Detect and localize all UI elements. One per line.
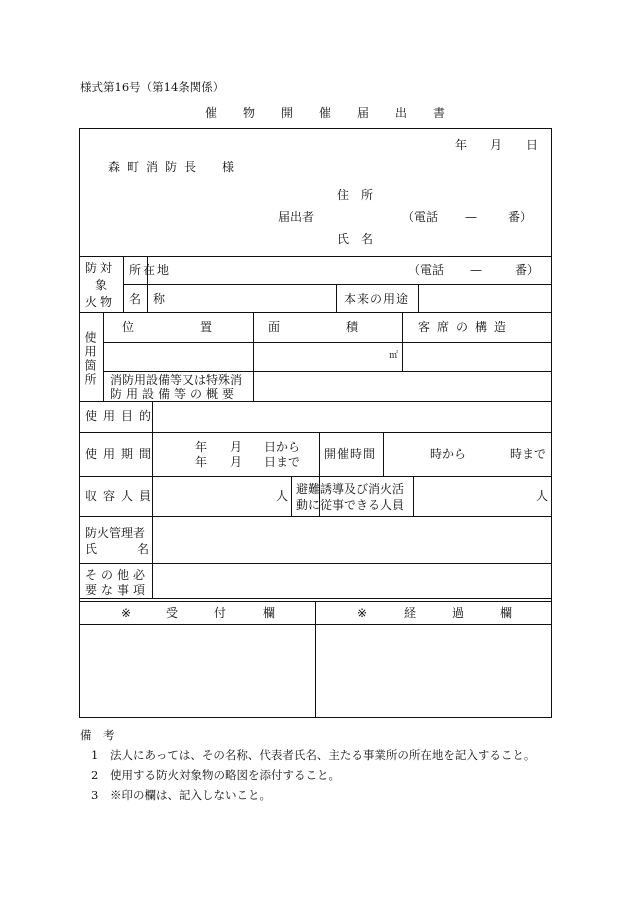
phone-dash: — [465, 210, 477, 224]
form-number-label: 様式第16号（第14条関係） [80, 80, 225, 94]
capacity-unit: 人 [276, 489, 289, 503]
note-text: 法人にあっては、その名称、代表者氏名、主たる事業所の所在地を記入すること。 [110, 748, 536, 762]
location-phone-close: 番） [515, 263, 540, 277]
other-label-2: 要な事項 [85, 583, 150, 597]
notes-heading: 備 考 [80, 728, 115, 742]
staff-label-1: 避難誘導及び消火活 [296, 482, 405, 496]
period-start-month: 月 [230, 440, 243, 454]
progress-char-2: 過 [452, 606, 465, 620]
area-label: 面 積 [268, 320, 373, 334]
area-unit: ㎡ [389, 351, 399, 361]
addressee: 森町消防長 様 [108, 160, 242, 174]
note-text: ※印の欄は、記入しないこと。 [110, 788, 271, 802]
location-label: 所在地 [129, 263, 172, 277]
position-label: 位 置 [122, 320, 227, 334]
fire-manager-label: 防火管理者 [85, 526, 146, 540]
fire-manager-name-label-b: 名 [137, 542, 150, 556]
staff-label-2: 動に従事できる人員 [296, 498, 405, 512]
location-phone-open: （電話 [408, 263, 445, 277]
address-label: 住 所 [337, 188, 374, 202]
reception-mark: ※ [121, 606, 132, 620]
phone-open: （電話 [402, 210, 439, 224]
reception-char-1: 受 [166, 606, 179, 620]
capacity-label: 収容人員 [85, 489, 158, 503]
note-number: 3 [91, 788, 99, 802]
progress-char-3: 欄 [500, 606, 513, 620]
progress-mark: ※ [357, 606, 368, 620]
reception-char-3: 欄 [263, 606, 276, 620]
document-title: 催物開催届出書 [205, 106, 472, 120]
note-text: 使用する防火対象物の略図を添付すること。 [110, 768, 340, 782]
phone-close: 番） [508, 210, 533, 224]
original-purpose-label: 本来の用途 [344, 292, 410, 306]
other-label-1: その他必 [85, 568, 150, 582]
date-year-label: 年 [455, 138, 468, 152]
target-name-label: 名 称 [129, 292, 166, 306]
applicant-label: 届出者 [278, 210, 315, 224]
reception-char-2: 付 [214, 606, 227, 620]
note-number: 1 [91, 748, 99, 762]
period-start-day: 日から [264, 440, 301, 454]
period-end-day: 日まで [264, 455, 301, 469]
seating-structure-label: 客席の構造 [418, 320, 514, 334]
staff-unit: 人 [536, 489, 549, 503]
name-label: 氏 名 [337, 232, 374, 246]
progress-char-1: 経 [404, 606, 417, 620]
period-end-month: 月 [230, 455, 243, 469]
hours-label: 開催時間 [324, 447, 377, 461]
fire-manager-name-label-a: 氏 [85, 542, 98, 556]
purpose-of-use-label: 使用目的 [85, 409, 158, 423]
hours-to: 時まで [510, 447, 547, 461]
target-group-label-3: 火物 [85, 295, 116, 309]
location-phone-dash: — [470, 263, 482, 277]
date-month-label: 月 [490, 138, 503, 152]
period-end-year: 年 [195, 455, 208, 469]
usage-place-group-label: 使用箇所 [83, 331, 97, 387]
date-day-label: 日 [526, 138, 539, 152]
equipment-label-1: 消防用設備等又は特殊消 [110, 373, 243, 387]
period-start-year: 年 [195, 440, 208, 454]
target-group-label-1: 防対 [85, 261, 116, 275]
note-number: 2 [91, 768, 99, 782]
period-label: 使用期間 [85, 447, 158, 461]
equipment-label-2: 防用設備等の概要 [110, 387, 239, 401]
hours-from: 時から [430, 447, 467, 461]
target-group-label-2: 象 [95, 278, 108, 292]
